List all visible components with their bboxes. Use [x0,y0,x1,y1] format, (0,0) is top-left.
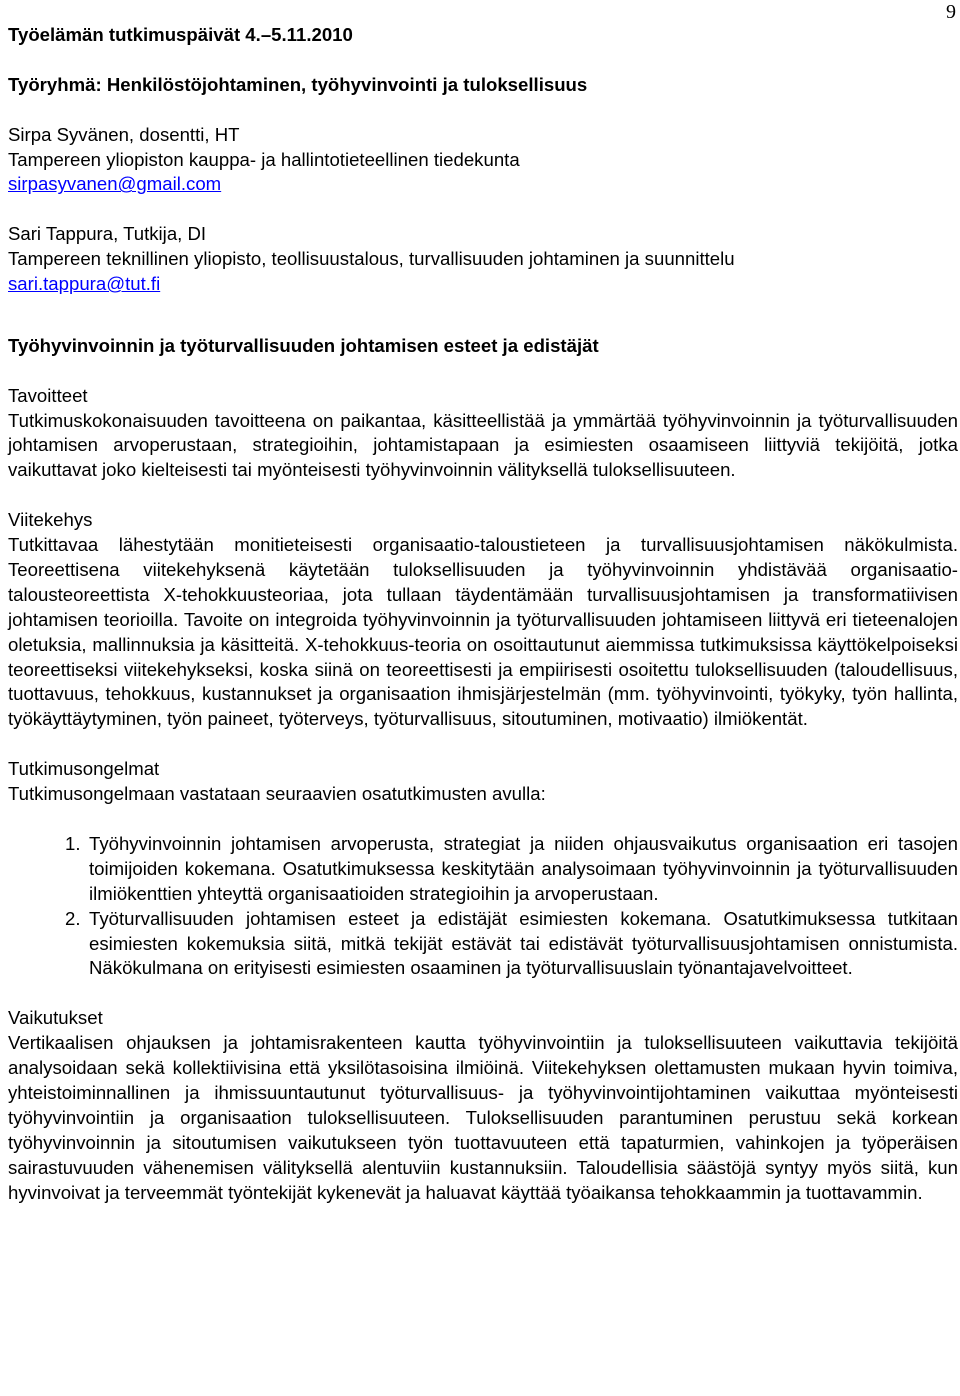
list-item [8,832,958,907]
page-number: 9 [946,1,956,23]
author-block-1 [8,123,958,198]
paragraph-vaikutukset: Vertikaalisen ohjauksen ja johtamisrakenteen kautta työhyvinvointiin ja tuloksellisuuteen vaikuttavia tekijöitä analysoidaan sekä kollektiivisina että yksilötasoisina ilmiöinä. Viitekehyksen olettamusten mukaan hyvin toimiva, yhteistoiminnallinen ja ihmissuuntautunut työturvallisuus- ja työhyvinvointijohtaminen vaikuttaa myönteisesti työhyvinvointiin ja organisaation tuloksellisuuteen. Tuloksellisuuden parantuminen perustuu sekä korkean työhyvinvoinnin ja sitoutumisen vaikutukseen työn tuottavuuteen että tapaturmien, vahinkojen ja työperäisen sairastuvuuden vähenemisen välityksellä alentuviin kustannuksiin. Taloudellisia säästöjä syntyy myös siitä, kun hyvinvoivat ja terveemmät työntekijät kykenevät ja haluavat käyttää työaikansa tehokkaammin ja tuottavammin. [8,1032,958,1203]
author-affiliation: Tampereen teknillinen yliopisto, teollisuustalous, turvallisuuden johtaminen ja suunnittelu [8,248,735,270]
list-item-number: 1. [65,832,81,854]
section-heading-tutkimusongelmat: Tutkimusongelmat [8,758,160,780]
author-email-link[interactable]: sari.tappura@tut.fi [8,273,161,295]
document-page [8,23,958,1205]
author-name: Sirpa Syvänen, dosentti, HT [8,123,240,145]
paragraph-tutkimusongelmat-intro: Tutkimusongelmaan vastataan seuraavien osatutkimusten avulla: [8,783,546,805]
event-header: Työelämän tutkimuspäivät 4.–5.11.2010 [8,24,353,45]
author-name: Sari Tappura, Tutkija, DI [8,223,207,245]
paragraph-viitekehys: Tutkittavaa lähestytään monitieteisesti organisaatio-taloustieteen ja turvallisuusjohtamisen näkökulmista. Teoreettisena viitekehyksenä käytetään tuloksellisuuden ja työhyvinvoinnin yhdistävää organisaatio-talousteoreettista X-tehokkuusteoriaa, jota tullaan täydentämään turvallisuusjohtamisen ja transformatiivisen johtamisen teorioilla. Tavoite on integroida työhyvinvoinnin ja työturvallisuuden johtamiseen liittyvä eri tieteenalojen oletuksia, mallinnuksia ja käsitteitä. X-tehokkuus-teoria on osoittautunut aiemmissa tutkimuksissa käyttökelpoiseksi teoreettiseksi viitekehykseksi, koska siinä on teoreettisesti ja empiirisesti osoitettu tuloksellisuuden (taloudellisuus, tuottavuus, tehokkuus, kustannukset ja organisaation ihmisjärjestelmän (mm. työhyvinvointi, työkyky, työn hallinta, työkäyttäytyminen, työn paineet, työterveys, työturvallisuus, sitoutuminen, motivaatio) ilmiökentät. [8,534,958,730]
list-item-text: Työturvallisuuden johtamisen esteet ja edistäjät esimiesten kokemana. Osatutkimuksessa tutkitaan esimiesten kokemuksia siitä, mitkä tekijät estävät tai edistävät työturvallisuusjohtamisen onnistumista. Näkökulmana on erityisesti esimiesten osaaminen ja työturvallisuuslain työnantajavelvoitteet. [89,907,958,979]
list-item-number: 2. [65,907,81,929]
author-email-link[interactable]: sirpasyvanen@gmail.com [8,173,222,195]
workgroup-header: Työryhmä: Henkilöstöjohtaminen, työhyvinvointi ja tuloksellisuus [8,73,588,95]
author-block-2 [8,222,958,297]
section-heading-tavoitteet: Tavoitteet [8,384,88,406]
author-affiliation: Tampereen yliopiston kauppa- ja hallintotieteellinen tiedekunta [8,148,520,170]
document-title: Työhyvinvoinnin ja työturvallisuuden johtamisen esteet ja edistäjät [8,334,599,356]
section-heading-viitekehys: Viitekehys [8,509,93,531]
section-heading-vaikutukset: Vaikutukset [8,1007,103,1029]
list-item [8,907,958,982]
numbered-list [8,832,958,981]
paragraph-tavoitteet: Tutkimuskokonaisuuden tavoitteena on paikantaa, käsitteellistää ja ymmärtää työhyvinvoinnin ja työturvallisuuden johtamisen arvoperustaan, strategioihin, johtamistapaan ja esimiesten osaamiseen liittyviä tekijöitä, jotka vaikuttavat joko kielteisesti tai myönteisesti työhyvinvoinnin välityksellä tuloksellisuuteen. [8,409,958,481]
list-item-text: Työhyvinvoinnin johtamisen arvoperusta, strategiat ja niiden ohjausvaikutus organisaation eri tasojen toimijoiden kokemana. Osatutkimuksessa keskitytään analysoimaan työhyvinvoinnin ja työturvallisuuden ilmiökenttien yhteyttä organisaatioiden strategioihin ja arvoperustaan. [89,832,958,904]
